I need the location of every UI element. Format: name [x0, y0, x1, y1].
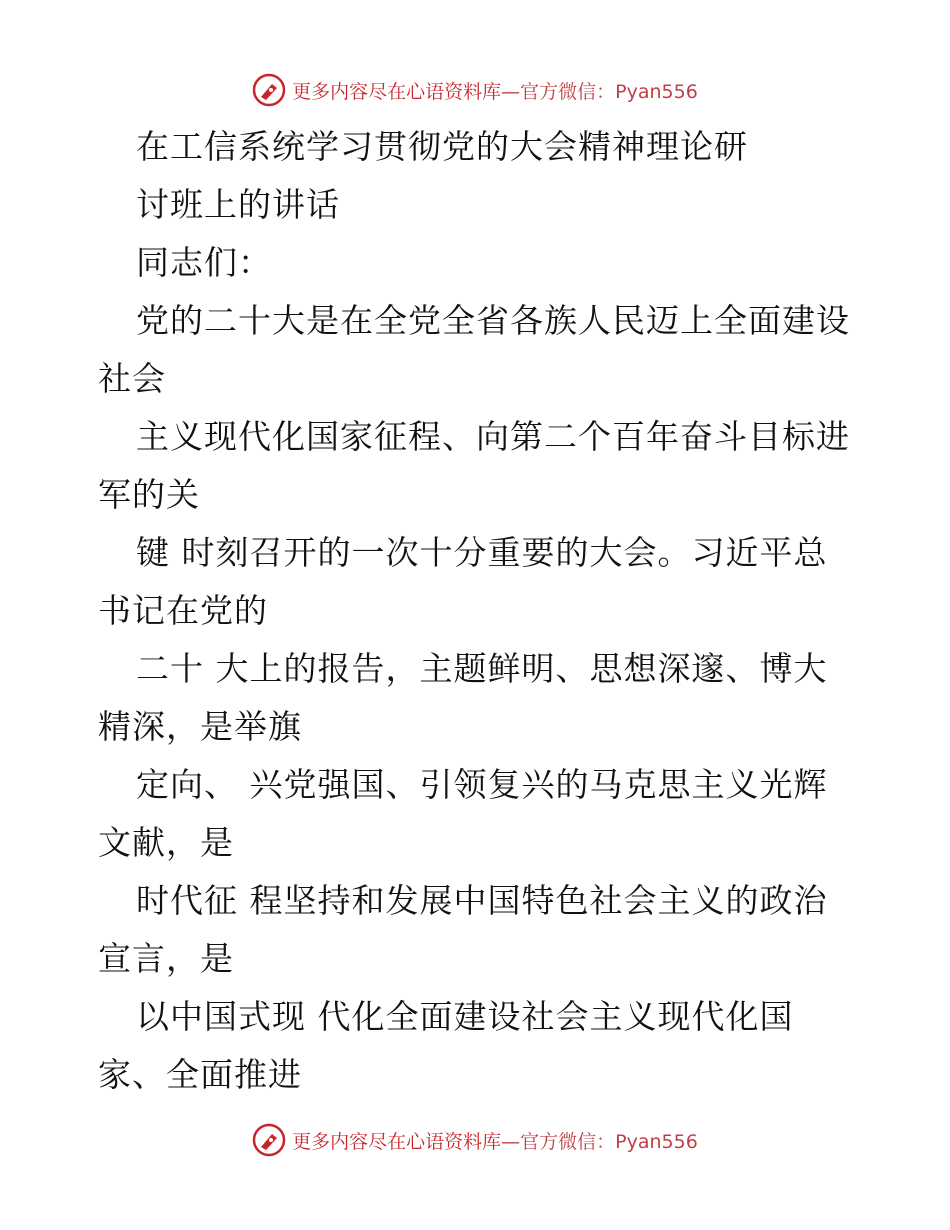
- body-line: 军的关: [98, 475, 200, 514]
- pen-nib-logo-icon: [252, 73, 286, 107]
- body-line: 二十 大上的报告，主题鲜明、思想深邃、博大: [136, 649, 828, 688]
- banner-text-sub: —官方微信：Pyan556: [501, 80, 698, 103]
- banner-text: [292, 1127, 698, 1154]
- greeting: 同志们：: [136, 243, 272, 282]
- body-line: 家、全面推进: [98, 1055, 302, 1094]
- body-line: 键 时刻召开的一次十分重要的大会。习近平总: [136, 533, 828, 572]
- body-line: 宣言，是: [98, 939, 234, 978]
- body-line: 以中国式现 代化全面建设社会主义现代化国: [136, 997, 794, 1036]
- document-title-line-2: 讨班上的讲话: [136, 185, 340, 224]
- banner-text: [292, 77, 698, 104]
- banner-text-main: 更多内容尽在心语资料库: [292, 80, 502, 103]
- body-line: 时代征 程坚持和发展中国特色社会主义的政治: [136, 881, 828, 920]
- header-banner: [0, 70, 950, 110]
- footer-banner: [0, 1120, 950, 1160]
- body-line: 文献，是: [98, 823, 234, 862]
- body-line: 定向、 兴党强国、引领复兴的马克思主义光辉: [136, 765, 828, 804]
- body-line: 主义现代化国家征程、向第二个百年奋斗目标进: [136, 417, 850, 456]
- body-line: 精深，是举旗: [98, 707, 302, 746]
- body-line: 社会: [98, 359, 166, 398]
- document-title-line-1: 在工信系统学习贯彻党的大会精神理论研: [136, 127, 748, 166]
- banner-text-main: 更多内容尽在心语资料库: [292, 1130, 502, 1153]
- document-body: [98, 118, 868, 1104]
- body-line: 党的二十大是在全党全省各族人民迈上全面建设: [136, 301, 850, 340]
- pen-nib-logo-icon: [252, 1123, 286, 1157]
- banner-text-sub: —官方微信：Pyan556: [501, 1130, 698, 1153]
- body-line: 书记在党的: [98, 591, 268, 630]
